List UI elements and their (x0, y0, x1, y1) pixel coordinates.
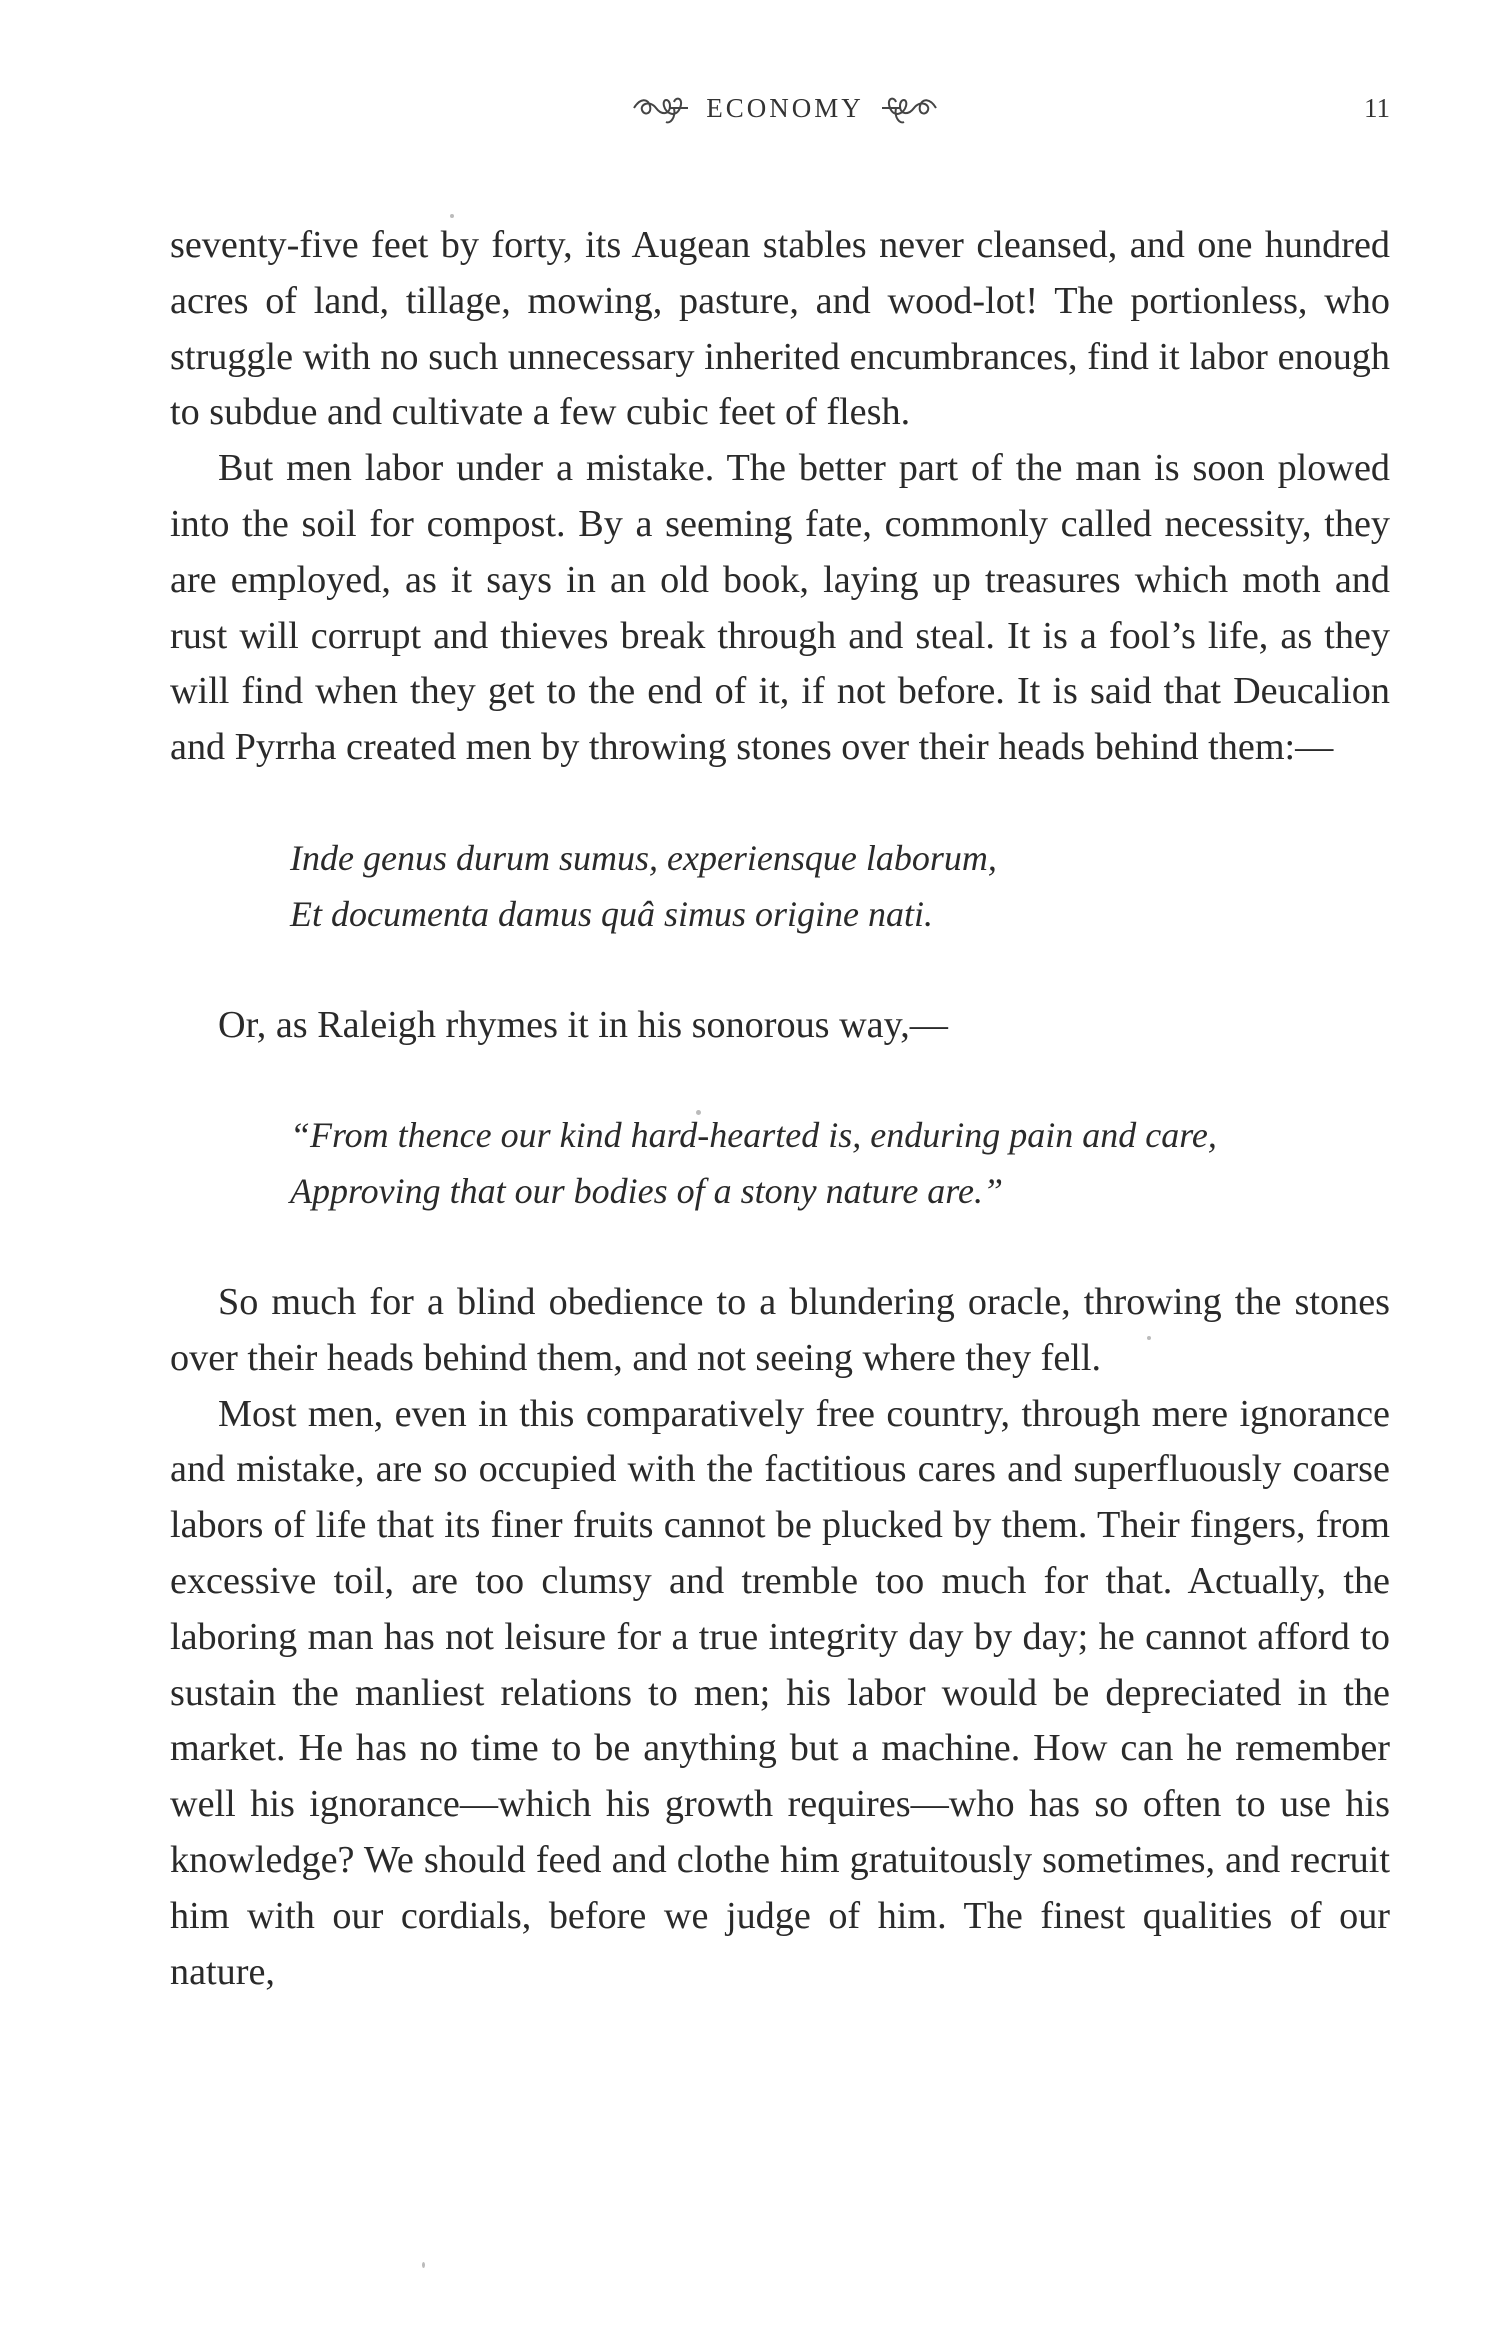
latin-verse (170, 831, 1390, 943)
body-text (170, 218, 1390, 2000)
scan-speck (422, 2262, 425, 2268)
page-number: 11 (1364, 93, 1390, 123)
scan-speck (450, 214, 454, 218)
paragraph-1: seventy-five feet by forty, its Augean stables never cleansed, and one hundred acres of land, tillage, mowing, pasture, and wood-lot! The portionless, who struggle with no such unnecessary inherited encumbrances, find it labor enough to subdue and cultivate a few cubic feet of flesh. (170, 224, 1390, 434)
running-head-title: ECONOMY (706, 92, 864, 123)
verse-line: Approving that our bodies of a stony nature are.” (290, 1171, 1003, 1212)
scan-speck (1147, 1336, 1151, 1340)
running-head (0, 84, 1500, 132)
paragraph-3: Or, as Raleigh rhymes it in his sonorous way,— (218, 1003, 948, 1046)
fleuron-left-icon (630, 88, 692, 128)
fleuron-right-icon (878, 88, 940, 128)
verse-line: Et documenta damus quâ simus origine nati. (290, 893, 933, 934)
verse-line: “From thence our kind hard-hearted is, enduring pain and care, (290, 1115, 1217, 1156)
raleigh-verse (170, 1108, 1390, 1220)
scan-speck (696, 1110, 701, 1115)
paragraph-4: So much for a blind obedience to a blundering oracle, throwing the stones over their heads behind them, and not seeing where they fell. (170, 1280, 1390, 1379)
paragraph-5: Most men, even in this comparatively free country, through mere ignorance and mistake, are so occupied with the factitious cares and superfluously coarse labors of life that its finer fruits cannot be plucked by them. Their fingers, from excessive toil, are too clumsy and tremble too much for that. Actually, the laboring man has not leisure for a true integrity day by day; he cannot afford to sustain the manliest relations to men; his labor would be depreciated in the market. He has no time to be anything but a machine. How can he remember well his ignorance—which his growth requires—who has so often to use his knowledge? We should feed and clothe him gratuitously sometimes, and recruit him with our cordials, before we judge of him. The finest qualities of our nature, (170, 1392, 1390, 1993)
paragraph-2: But men labor under a mistake. The better part of the man is soon plowed into the soil for compost. By a seeming fate, commonly called necessity, they are employed, as it says in an old book, laying up treasures which moth and rust will corrupt and thieves break through and steal. It is a fool’s life, as they will find when they get to the end of it, if not before. It is said that Deucalion and Pyrrha created men by throwing stones over their heads behind them:— (170, 447, 1390, 769)
running-head-title-group (575, 84, 995, 132)
verse-line: Inde genus durum sumus, experiensque laborum, (290, 837, 997, 878)
